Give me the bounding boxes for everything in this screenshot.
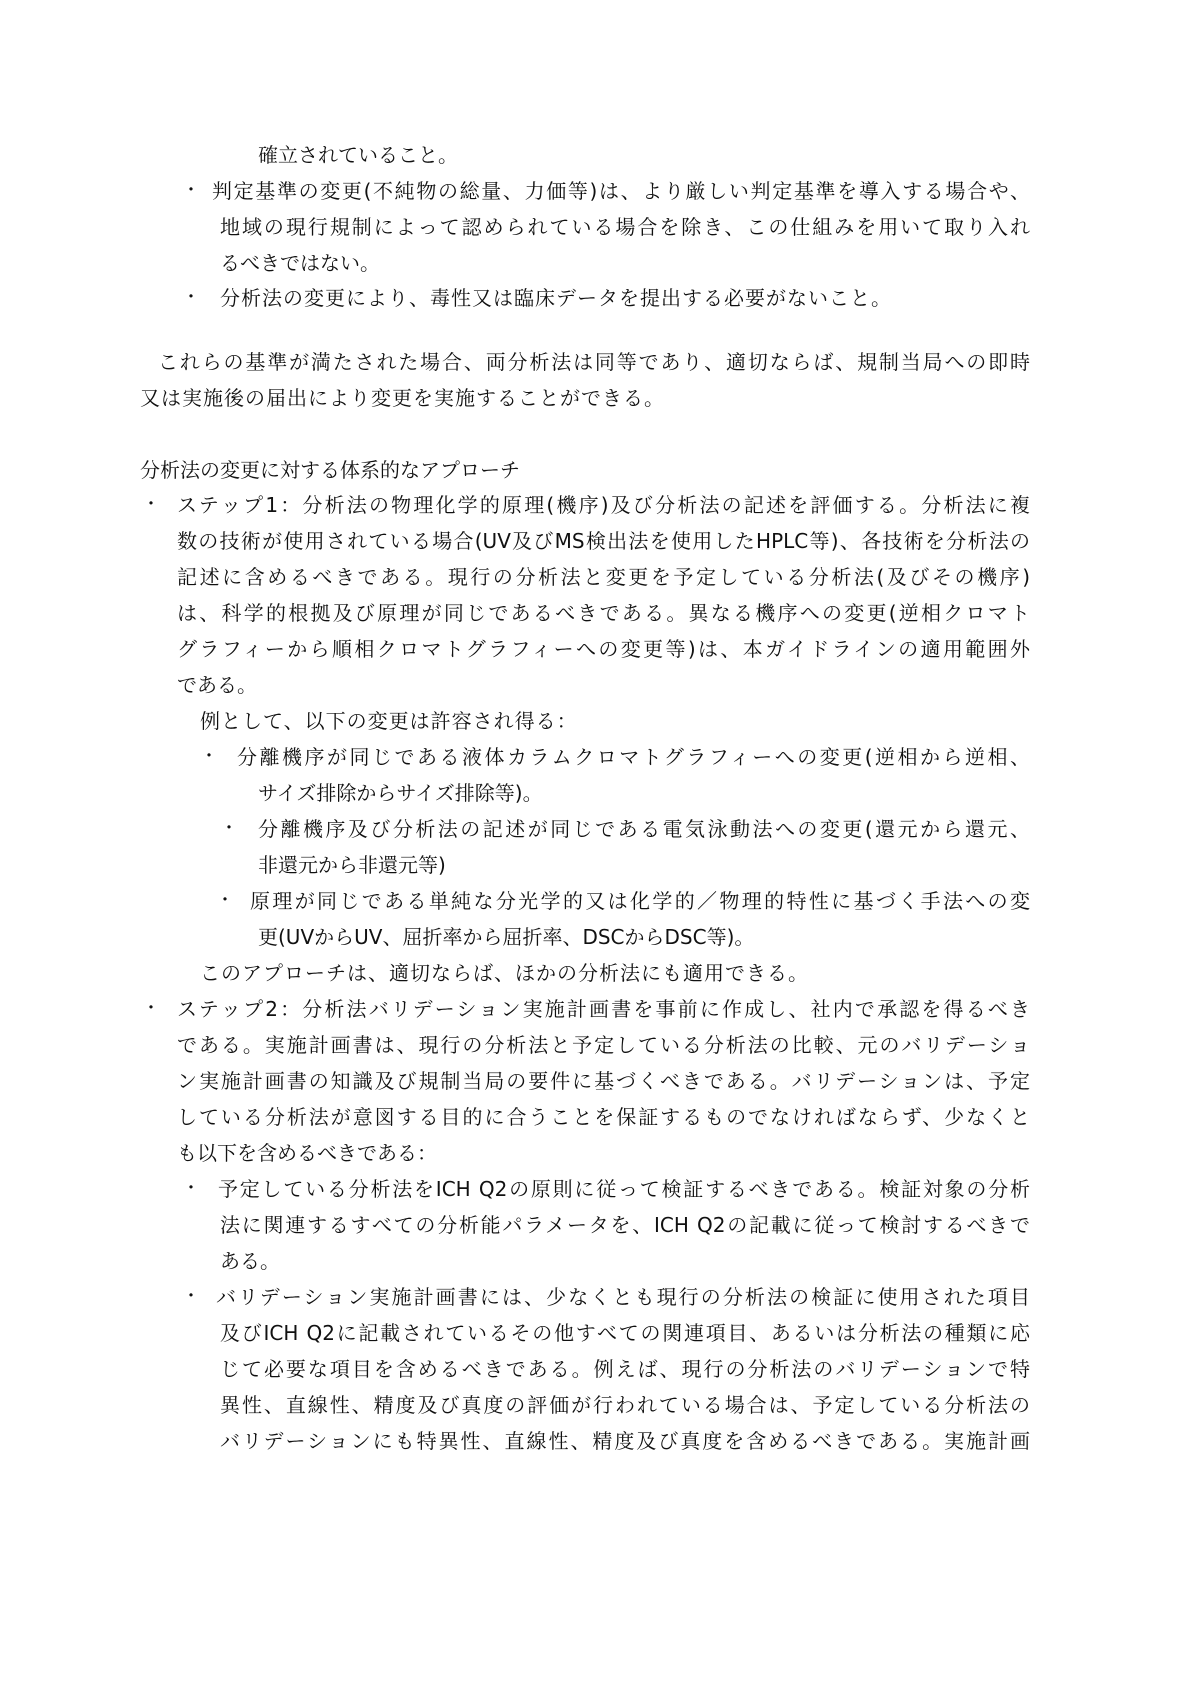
text-line: 確立されていること。 [258, 143, 458, 167]
bullet: ・ [182, 1178, 200, 1199]
text-line: 原理が同じである単純な分光学的又は化学的／物理的特性に基づく手法への変 [250, 889, 1030, 913]
text-line: ある。 [220, 1249, 280, 1273]
text-line: 予定している分析法をICH Q2の原則に従って検証するべきである。検証対象の分析 [218, 1177, 1030, 1201]
text-line: 法に関連するすべての分析能パラメータを、ICH Q2の記載に従って検討するべきで [220, 1213, 1030, 1237]
text-line: バリデーション実施計画書には、少なくとも現行の分析法の検証に使用された項目 [216, 1285, 1030, 1309]
text-line: ステップ2：分析法バリデーション実施計画書を事前に作成し、社内で承認を得るべき [177, 997, 1030, 1021]
text-line: 異性、直線性、精度及び真度の評価が行われている場合は、予定している分析法の [220, 1393, 1030, 1417]
text-line: は、科学的根拠及び原理が同じであるべきである。異なる機序への変更(逆相クロマト [177, 601, 1030, 625]
bullet: ・ [200, 746, 218, 767]
bullet: ・ [182, 287, 200, 308]
paragraph-line: これらの基準が満たされた場合、両分析法は同等であり、適切ならば、規制当局への即時 [158, 350, 1030, 374]
bullet: ・ [220, 818, 238, 839]
text-line: 記述に含めるべきである。現行の分析法と変更を予定している分析法(及びその機序) [177, 565, 1030, 589]
bullet: ・ [182, 180, 200, 201]
text-line: 例として、以下の変更は許容され得る： [200, 709, 578, 733]
section-heading: 分析法の変更に対する体系的なアプローチ [140, 458, 520, 482]
text-line: 判定基準の変更(不純物の総量、力価等)は、より厳しい判定基準を導入する場合や、 [212, 179, 1030, 203]
text-line: 分離機序が同じである液体カラムクロマトグラフィーへの変更(逆相から逆相、 [237, 745, 1030, 769]
bullet: ・ [142, 998, 160, 1019]
text-line: 非還元から非還元等) [258, 853, 446, 877]
text-line: も以下を含めるべきである： [177, 1141, 437, 1165]
text-line: 更(UVからUV、屈折率から屈折率、DSCからDSC等)。 [258, 925, 755, 949]
text-line: グラフィーから順相クロマトグラフィーへの変更等)は、本ガイドラインの適用範囲外 [177, 637, 1030, 661]
text-line: サイズ排除からサイズ排除等)。 [258, 781, 543, 805]
text-line: バリデーションにも特異性、直線性、精度及び真度を含めるべきである。実施計画 [220, 1429, 1030, 1453]
bullet: ・ [182, 1286, 200, 1307]
bullet: ・ [216, 890, 234, 911]
text-line: このアプローチは、適切ならば、ほかの分析法にも適用できる。 [200, 961, 809, 985]
text-line: している分析法が意図する目的に合うことを保証するものでなければならず、少なくと [177, 1105, 1030, 1129]
text-line: ン実施計画書の知識及び規制当局の要件に基づくべきである。バリデーションは、予定 [177, 1069, 1030, 1093]
text-line: ステップ1：分析法の物理化学的原理(機序)及び分析法の記述を評価する。分析法に複 [177, 493, 1030, 517]
paragraph-line: 又は実施後の届出により変更を実施することができる。 [140, 386, 665, 410]
text-line: るべきではない。 [220, 251, 380, 275]
text-line: じて必要な項目を含めるべきである。例えば、現行の分析法のバリデーションで特 [220, 1357, 1030, 1381]
text-line: 分離機序及び分析法の記述が同じである電気泳動法への変更(還元から還元、 [258, 817, 1030, 841]
text-line: 数の技術が使用されている場合(UV及びMS検出法を使用したHPLC等)、各技術を分析法の [177, 529, 1030, 553]
text-line: である。 [177, 673, 257, 697]
text-line: 地域の現行規制によって認められている場合を除き、この仕組みを用いて取り入れ [220, 215, 1030, 239]
text-line: 及びICH Q2に記載されているその他すべての関連項目、あるいは分析法の種類に応 [220, 1321, 1030, 1345]
text-line: である。実施計画書は、現行の分析法と予定している分析法の比較、元のバリデーショ [177, 1033, 1030, 1057]
text-line: 分析法の変更により、毒性又は臨床データを提出する必要がないこと。 [220, 286, 892, 310]
bullet: ・ [142, 494, 160, 515]
